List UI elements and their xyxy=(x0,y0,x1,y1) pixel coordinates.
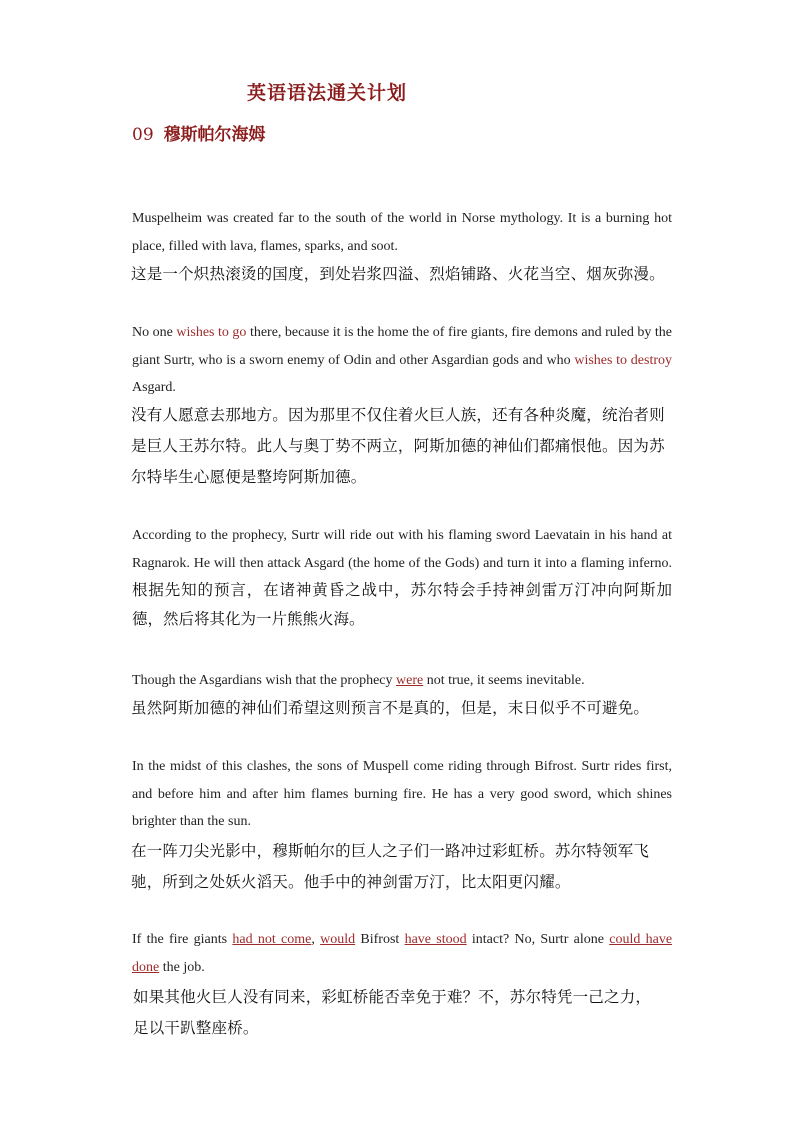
underlined-phrase: would xyxy=(320,932,356,947)
text-run: , xyxy=(311,932,321,947)
paragraph-2-chinese: 没有人愿意去那地方。因为那里不仅住着火巨人族，还有各种炎魔，统治者则是巨人王苏尔特。此人与奥丁势不两立，阿斯加德的神仙们都痛恨他。因为苏尔特毕生心愿便是整垮阿斯加德。 xyxy=(131,406,665,486)
paragraph-6-chinese-line-2: 足以干趴整座桥。 xyxy=(133,1019,259,1037)
text-run: If the fire giants xyxy=(132,932,233,947)
document-title: 英语语法通关计划 xyxy=(247,82,408,104)
section-heading xyxy=(132,120,266,145)
text-run: there, because it is the home the of fire giants, fire demons and ruled by the giant Surtr, who is a sworn enemy of Odin and other Asgardian gods and who xyxy=(132,325,673,368)
text-run: not true, it seems inevitable. xyxy=(423,673,585,688)
paragraph-5-chinese: 在一阵刀尖光影中，穆斯帕尔的巨人之子们一路冲过彩虹桥。苏尔特领军飞驰，所到之处妖火滔天。他手中的神剑雷万汀，比太阳更闪耀。 xyxy=(131,842,650,891)
paragraph-1-chinese: 这是一个炽热滚烫的国度，到处岩浆四溢、烈焰铺路、火花当空、烟灰弥漫。 xyxy=(131,265,665,283)
paragraph-2-english xyxy=(132,319,672,402)
text-run: No one xyxy=(132,325,177,340)
paragraph-3-english xyxy=(132,522,672,634)
text-run: Asgard. xyxy=(132,380,176,395)
text-run: intact? No, Surtr alone xyxy=(466,932,610,947)
paragraph-4-english xyxy=(132,667,672,695)
paragraph-6-chinese-line-1: 如果其他火巨人没有同来，彩虹桥能否幸免于难？不，苏尔特凭一己之力， xyxy=(133,988,652,1006)
text-run: Though the Asgardians wish that the prophecy xyxy=(132,673,397,688)
text-run: According to the prophecy, Surtr will ride out with his flaming sword Laevatain in his hand at Ragnarok. He will then attack Asgard (the home of the Gods) and turn it into a flaming inferno. xyxy=(132,528,672,571)
paragraph-1-english: Muspelheim was created far to the south of the world in Norse mythology. It is a burning hot place, filled with lava, flames, sparks, and soot. xyxy=(132,211,672,254)
underlined-phrase: had not come xyxy=(232,932,312,947)
paragraph-4-chinese: 虽然阿斯加德的神仙们希望这则预言不是真的，但是，末日似乎不可避免。 xyxy=(131,699,650,717)
paragraph-5-english: In the midst of this clashes, the sons of Muspell come riding through Bifrost. Surtr rides first, and before him and after him flames burning fire. He has a very good sword, which shines brighter than the sun. xyxy=(132,759,672,829)
underlined-phrase: have stood xyxy=(404,932,467,947)
section-number: 09 xyxy=(132,125,154,145)
highlight-phrase: wishes to go xyxy=(176,325,247,340)
underlined-phrase: were xyxy=(396,673,424,688)
text-run: the job. xyxy=(159,959,205,975)
highlight-phrase: wishes to destroy xyxy=(574,352,673,368)
text-run: Bifrost xyxy=(355,932,405,947)
section-title: 穆斯帕尔海姆 xyxy=(163,125,266,145)
paragraph-6-english xyxy=(132,926,672,981)
underlined-phrase: could have done xyxy=(132,932,673,975)
paragraph-3-chinese: 根据先知的预言，在诸神黄昏之战中，苏尔特会手持神剑雷万汀冲向阿斯加德，然后将其化为一片熊熊火海。 xyxy=(132,581,672,628)
